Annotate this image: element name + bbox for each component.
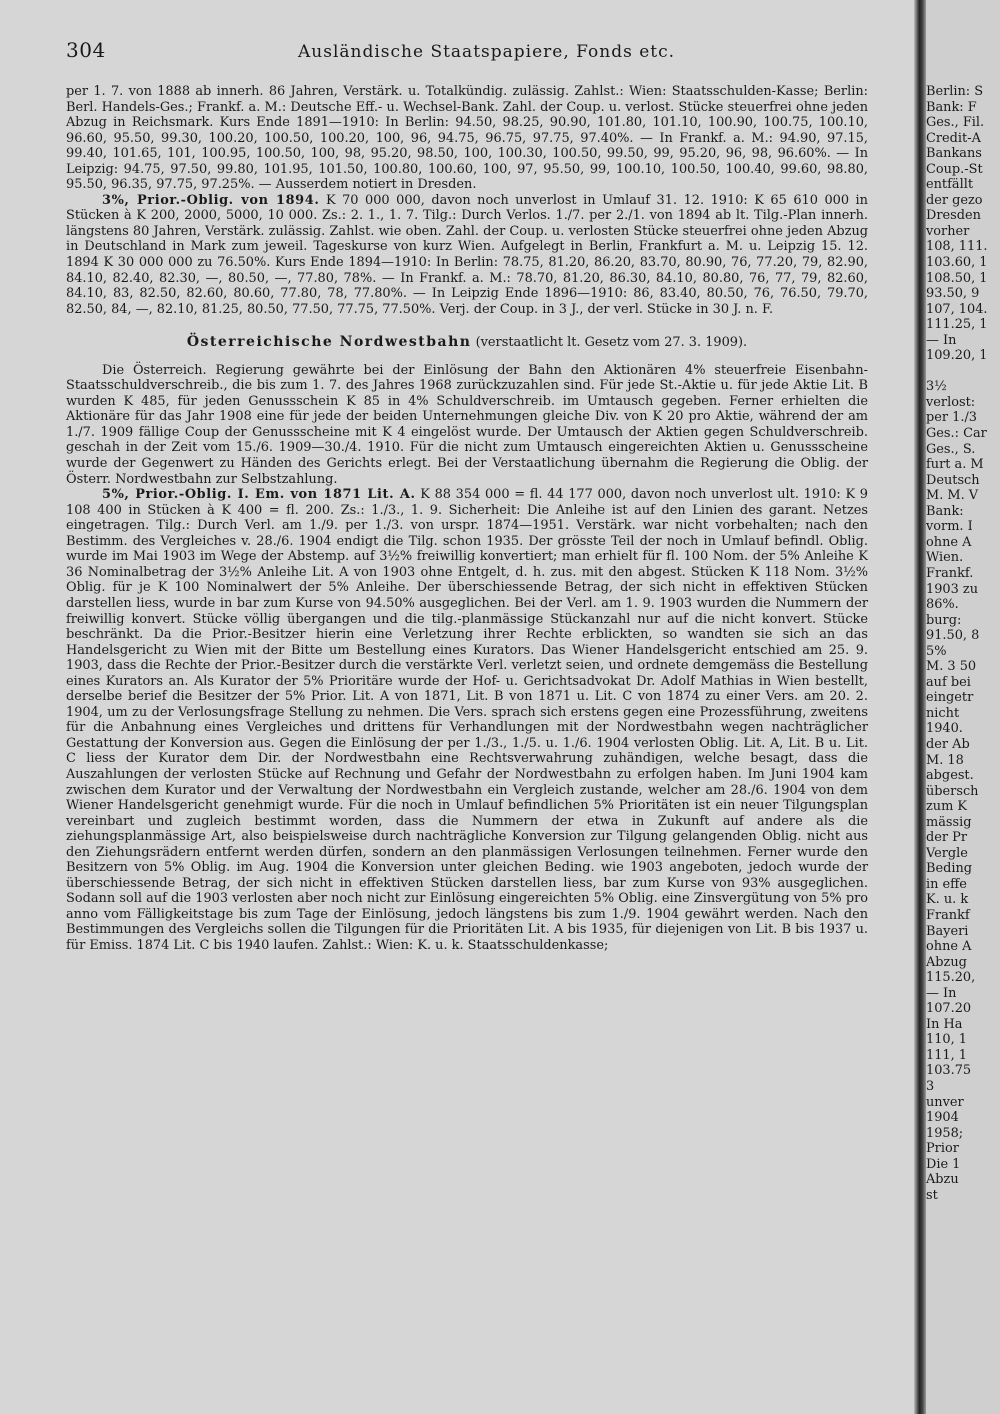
next-page-fragment: Abzug: [926, 954, 967, 970]
next-page-fragment: Wien.: [926, 550, 964, 566]
next-page-fragment: 107, 104.: [926, 301, 988, 317]
next-page-fragment: eingetr: [926, 690, 974, 706]
next-page-fragment: 1904: [926, 1110, 959, 1126]
next-page-fragment: zum K: [926, 799, 968, 815]
next-page-fragment: unver: [926, 1094, 964, 1110]
next-page-fragment: Deutsch: [926, 472, 980, 488]
next-page-fragment: nicht: [926, 705, 960, 721]
next-page-fragment: 111.25, 1: [926, 317, 988, 333]
prior-1871-text: K 88 354 000 = fl. 44 177 000, davon noch unverlost ult. 1910: K 9 108 400 in Stücken à K 400 = fl. 200. Zs.: 1./3., 1. 9. Sicherheit: Die Anleihe ist auf den Linien des garant. Netzes eingetragen. Tilg.: Durch Verl. am 1./9. per 1./3. von urspr. 1874—1951. Verstärk. war nicht vorbehalten; nach den Bestimm. des Vergleiches v. 28./6. 1904 endigt die Tilg. schon 1935. Der grösste Teil der noch in Umlauf befindl. Oblig. wurde im Mai 1903 im Wege der Abstemp. auf 3½% freiwillig konvertiert; man erhielt für fl. 100 Nom. der 5% Anleihe K 36 Nominalbetrag der 3½% Anleihe Lit. A von 1903 ohne Entgelt, d. h. zus. mit den abgest. Stücken K 118 Nom. 3½% Oblig. für je K 100 Nominalwert der 5% Anleihe. Der überschiessende Betrag, der sich nicht in effektiven Stücken darstellen liess, wurde in bar zum Kurse von 94.50% ausgeglichen. Bei der Verl. am 1. 9. 1903 wurden die Nummern der freiwillig konvert. Stücke völlig übergangen und die tilg.-planmässige Stückanzahl nur auf die nicht konvert. Stücke beschränkt. Da die Prior.-Besitzer hierin eine Verletzung ihrer Rechte erblickten, so wandten sie sich an das Handelsgericht zu Wien mit der Bitte um Bestellung eines Kurators. Das Wiener Handelsgericht entschied am 25. 9. 1903, dass die Rechte der Prior.-Besitzer durch die verstärkte Verl. verletzt seien, und ordnete demgemäss die Bestellung eines Kurators an. Als Kurator der 5% Prioritäre wurde der Hof- u. Gerichtsadvokat Dr. Adolf Mathias in Wien bestellt, derselbe berief die Besitzer der 5% Prior. Lit. A von 1871, Lit. B von 1871 u. Lit. C von 1874 zu einer Vers. am 20. 2. 1904, um zu der Verlosungsfrage Stellung zu nehmen. Die Vers. sprach sich erstens gegen eine Prozessführung, zweitens für die Anbahnung eines Vergleiches und drittens für Verhandlungen mit der Nordwestbahn wegen nachträglicher Gestattung der Konversion aus. Gegen die Einlösung der per 1./3., 1./5. u. 1./6. 1904 verlosten Oblig. Lit. A, Lit. B u. Lit. C liess der Kurator dem Dir. der Nordwestbahn eine Rechtsverwahrung zuhändigen, welche besagt, dass die Auszahlungen der verlosten Stücke auf Rechnung und Gefahr der Nordwestbahn zu erfolgen haben. Im Juni 1904 kam zwischen dem Kurator und der Verwaltung der Nordwestbahn ein Vergleich zustande, welcher am 28./6. 1904 von dem Wiener Handelsgericht genehmigt wurde. Für die noch in Umlauf befindlichen 5% Prioritäten ist ein neuer Tilgungsplan vereinbart und zugleich bestimmt worden, dass die Nummern der etwa in Zukunft auf andere als die ziehungsplanmässige Art, also beispielsweise durch nachträgliche Konversion zur Tilgung gelangenden Oblig. nicht aus den Ziehungsrädern entfernt werden dürfen, sondern an den planmässigen Verlosungen teilnehmen. Ferner wurde den Besitzern von 5% Oblig. im Aug. 1904 die Konversion unter gleichen Beding. wie 1903 angeboten, jedoch wurde der überschiessende Betrag, der sich nicht in effektiven Stücken darstellen liess, bar zum Kurse von 93% ausgeglichen. Sodann soll auf die 1903 verlosten aber noch nicht zur Einlösung eingereichten 5% Oblig. eine Zinsvergütung von 5% pro anno vom Fälligkeitstage bis zum Tage der Einlösung, jedoch längstens bis zum 1./9. 1904 gewährt werden. Nach den Bestimmungen des Vergleichs sollen die Tilgungen für die Prioritäten Lit. A bis 1935, für diejenigen von Lit. B bis 1937 u. für Emiss. 1874 Lit. C bis 1940 laufen. Zahlst.: Wien: K. u. k. Staatsschuldenkasse;: [66, 487, 868, 953]
next-page-fragment: Ges., S.: [926, 441, 976, 457]
next-page-fragment: Credit-A: [926, 130, 981, 146]
next-page-fragment: verlost:: [926, 394, 976, 410]
prior-1894-paragraph: [66, 193, 868, 317]
next-page-fragment: 1903 zu: [926, 581, 978, 597]
section-subtitle: (verstaatlicht lt. Gesetz vom 27. 3. 1909).: [475, 335, 748, 351]
next-page-fragment: 91.50, 8: [926, 628, 980, 644]
next-page-fragment: per 1./3: [926, 410, 977, 426]
next-page-fragment: der Pr: [926, 830, 967, 846]
next-page-fragment: M. 18: [926, 752, 964, 768]
next-page-fragment: 115.20,: [926, 970, 976, 986]
next-page-strip: [926, 84, 1000, 1203]
next-page-fragment: übersch: [926, 783, 979, 799]
next-page-fragment: Ges., Fil.: [926, 115, 985, 131]
next-page-fragment: ohne A: [926, 939, 972, 955]
next-page-fragment: 110, 1: [926, 1032, 968, 1048]
next-page-fragment: 108.50, 1: [926, 270, 988, 286]
next-page-fragment: [926, 364, 1000, 380]
next-page-fragment: K. u. k: [926, 892, 969, 908]
next-page-fragment: Vergle: [926, 845, 968, 861]
next-page-fragment: 111, 1: [926, 1047, 968, 1063]
next-page-fragment: in effe: [926, 876, 967, 892]
next-page-fragment: In Ha: [926, 1016, 963, 1032]
prior-1871-heading: 5%, Prior.-Oblig. I. Em. von 1871 Lit. A.: [102, 487, 416, 503]
next-page-fragment: Berlin: S: [926, 84, 984, 99]
next-page-fragment: 1940.: [926, 721, 963, 737]
next-page-fragment: Beding: [926, 861, 973, 877]
next-page-fragment: mässig: [926, 814, 972, 830]
next-page-fragment: Die 1: [926, 1156, 961, 1172]
next-page-fragment: 1958;: [926, 1125, 964, 1141]
next-page-fragment: st: [926, 1187, 938, 1203]
page-edge-shadow: [914, 0, 926, 1414]
next-page-fragment: Bayeri: [926, 923, 969, 939]
next-page-fragment: Bank: F: [926, 99, 977, 115]
next-page-fragment: M. M. V: [926, 488, 979, 504]
next-page-fragment: 3½: [926, 379, 947, 395]
next-page-fragment: 108, 111.: [926, 239, 988, 255]
next-page-fragment: Dresden: [926, 208, 981, 224]
next-page-fragment: 103.60, 1: [926, 255, 988, 271]
page-number: 304: [66, 38, 106, 62]
next-page-fragment: der gezo: [926, 192, 983, 208]
next-page-fragment: 103.75: [926, 1063, 972, 1079]
next-page-fragment: 3: [926, 1079, 935, 1094]
next-page-fragment: — In: [926, 332, 957, 348]
next-page-fragment: der Ab: [926, 736, 970, 752]
next-page-fragment: 86%.: [926, 597, 959, 613]
next-page-fragment: M. 3 50: [926, 659, 977, 675]
next-page-fragment: 109.20, 1: [926, 348, 988, 364]
prior-1871-paragraph: [66, 487, 868, 953]
next-page-fragment: furt a. M: [926, 457, 984, 473]
next-page-fragment: entfällt: [926, 177, 973, 193]
next-page-fragment: Frankf.: [926, 565, 974, 581]
section-heading: [66, 335, 868, 351]
next-page-fragment: vorher: [926, 223, 970, 239]
section-intro: Die Österreich. Regierung gewährte bei der Einlösung der Bahn den Aktionären 4% steuerfreie Eisenbahn-Staatsschuldverschreib., die bis zum 1. 7. des Jahres 1968 zurückzuzahlen sind. Für jede St.-Aktie u. für jede Aktie Lit. B wurden K 485, für jeden Genussschein K 85 in 4% Schuldverschreib. im Umtausch gegeben. Ferner erhielten die Aktionäre für das Jahr 1908 eine für jede der beiden Unternehmungen gleiche Div. von K 20 pro Aktie, während der am 1./7. 1909 fällige Coup der Genussscheine mit K 4 eingelöst wurde. Der Umtausch der Aktien gegen Schuldverschreib. geschah in der Zeit vom 15./6. 1909—30./4. 1910. Für die nicht zum Umtausch eingereichten Aktien u. Genussscheine wurde der Gegenwert zu Händen des Gerichts erlegt. Bei der Verstaatlichung übernahm die Regierung die Oblig. der Österr. Nordwestbahn zur Selbstzahlung.: [66, 362, 868, 487]
main-column: [66, 84, 868, 954]
next-page-fragment: burg:: [926, 612, 962, 628]
next-page-fragment: Coup.-St: [926, 161, 983, 177]
next-page-fragment: Prior: [926, 1141, 959, 1157]
prior-1894-heading: 3%, Prior.-Oblig. von 1894.: [102, 192, 320, 208]
next-page-fragment: auf bei: [926, 674, 971, 690]
running-title: Ausländische Staatspapiere, Fonds etc.: [298, 42, 676, 62]
next-page-fragment: — In: [926, 985, 957, 1001]
next-page-fragment: Bankans: [926, 146, 982, 162]
continued-paragraph: per 1. 7. von 1888 ab innerh. 86 Jahren, Verstärk. u. Totalkündig. zulässig. Zahlst.: Wien: Staatsschulden-Kasse; Berlin: Berl. Handels-Ges.; Frankf. a. M.: Deutsche Eff.- u. Wechsel-Bank. Zahl. der Coup. u. verlost. Stücke steuerfrei ohne jeden Abzug in Reichsmark. Kurs Ende 1891—1910: In Berlin: 94.50, 98.25, 90.90, 101.80, 101.10, 100.90, 100.75, 100.10, 96.60, 95.50, 99.30, 100.20, 100.50, 100.20, 100, 96, 94.75, 96.75, 97.75, 97.40%. — In Frankf. a. M.: 94.90, 97.15, 99.40, 101.65, 101, 100.95, 100.50, 100, 98, 95.20, 98.50, 100, 100.30, 100.50, 99.50, 99, 95.20, 96, 98, 96.60%. — In Leipzig: 94.75, 97.50, 99.80, 101.95, 101.50, 100.80, 100.60, 100, 97, 95.50, 99, 100.10, 100.50, 100.40, 99.60, 98.80, 95.50, 96.35, 97.75, 97.25%. — Ausserdem notiert in Dresden.: [66, 84, 868, 193]
next-page-fragment: Abzu: [926, 1172, 959, 1188]
next-page-fragment: abgest.: [926, 768, 974, 784]
next-page-fragment: 5%: [926, 643, 947, 659]
next-page-fragment: 93.50, 9: [926, 286, 980, 302]
next-page-fragment: ohne A: [926, 534, 972, 550]
section-title: Österreichische Nordwestbahn: [186, 334, 472, 351]
next-page-fragment: vorm. I: [926, 519, 973, 535]
next-page-fragment: Frankf: [926, 907, 970, 923]
prior-1894-text: K 70 000 000, davon noch unverlost in Umlauf 31. 12. 1910: K 65 610 000 in Stücken à K 200, 2000, 5000, 10 000. Zs.: 2. 1., 1. 7. Tilg.: Durch Verlos. 1./7. per 2./1. von 1894 ab lt. Tilg.-Plan innerh. längstens 80 Jahren, Verstärk. zulässig. Zahlst. wie oben. Zahl. der Coup. u. verlosten Stücke steuerfrei ohne jeden Abzug in Deutschland in Mark zum jeweil. Tageskurse von kurz Wien. Aufgelegt in Berlin, Frankfurt a. M. u. Leipzig 15. 12. 1894 K 30 000 000 zu 76.50%. Kurs Ende 1894—1910: In Berlin: 78.75, 81.20, 86.20, 83.70, 80.90, 76, 77.20, 79, 82.90, 84.10, 82.40, 82.30, —, 80.50, —, 77.80, 78%. — In Frankf. a. M.: 78.70, 81.20, 86.30, 84.10, 80.80, 76, 77, 79, 82.60, 84.10, 83, 82.50, 82.60, 80.60, 77.80, 78, 77.80%. — In Leipzig Ende 1896—1910: 86, 83.40, 80.50, 76, 76.50, 79.70, 82.50, 84, —, 82.10, 81.25, 80.50, 77.50, 77.75, 77.50%. Verj. der Coup. in 3 J., der verl. Stücke in 30 J. n. F.: [66, 192, 868, 317]
next-page-fragment: Bank:: [926, 503, 964, 519]
next-page-fragment: 107.20: [926, 1001, 972, 1017]
next-page-fragment: Ges.: Car: [926, 426, 987, 442]
